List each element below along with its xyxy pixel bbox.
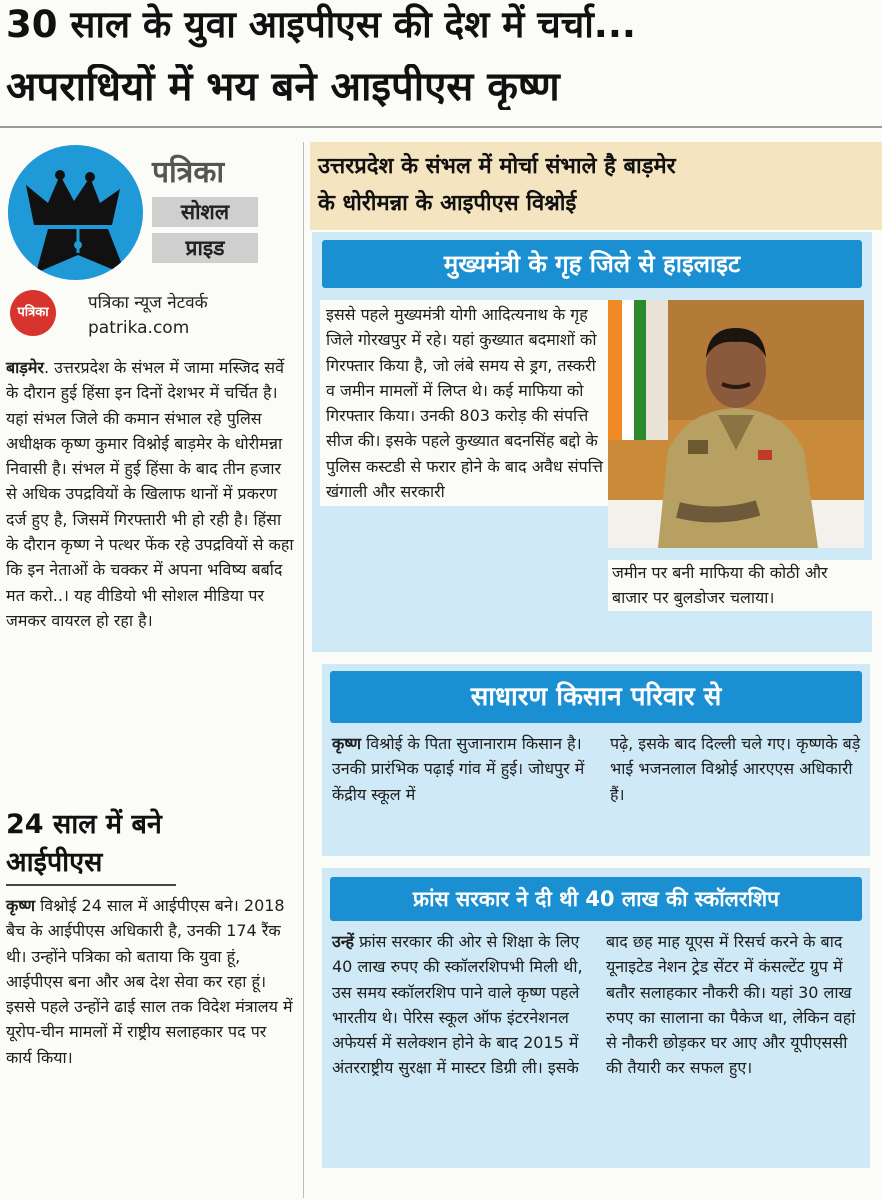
photo-caption: जमीन पर बनी माफिया की कोठी और बाजार पर बुलडोजर चलाया।	[608, 560, 872, 611]
left-body-2	[6, 893, 294, 1070]
deck-line-1: उत्तरप्रदेश के संभल में मोर्चा संभाले है बाड़मेर	[318, 154, 676, 179]
subhead	[6, 806, 294, 882]
left-body-2-lead: कृष्ण	[6, 896, 36, 915]
section-2-right-text: पढ़े, इसके बाद दिल्ली चले गए। कृष्णके बड़े भाई भजनलाल विश्नोई आरएएस अधिकारी हैं।	[610, 734, 861, 804]
left-body	[6, 355, 294, 633]
left-body-text: . उत्तरप्रदेश के संभल में जामा मस्जिद सर्वे के दौरान हुई हिंसा इन दिनों देशभर में चर्चित है। यहां संभल जिले की कमान संभाल रहे पुलिस अधीक्षक कृष्ण कुमार विश्नोई बाड़मेर के धोरीमन्ना निवासी है। संभल में हुई हिंसा के बाद तीन हजार से अधिक उपद्रवियों के खिलाफ थानों में प्रकरण दर्ज हुए है, जिसमें गिरफ्तारी भी हो रही है। हिंसा के दौरान कृष्ण ने पत्थर फेंक रहे उपद्रवियों से कहा कि इन नेताओं के चक्कर में अपना भविष्य बर्बाद मत करो..। यह वीडियो भी सोशल मीडिया पर जमकर वायरल हो रहा है।	[6, 358, 294, 630]
section-2-title: साधारण किसान परिवार से	[330, 671, 862, 723]
headline-line-2: अपराधियों में भय बने आइपीएस कृष्ण	[6, 64, 560, 110]
subhead-line-2: आईपीएस	[6, 847, 103, 878]
brand-tag-social: सोशल	[152, 197, 258, 227]
section-1-title: मुख्यमंत्री के गृह जिले से हाइलाइट	[322, 240, 862, 288]
left-body-2-text: विश्नोई 24 साल में आईपीएस बने। 2018 बैच के आईपीएस अधिकारी है, उनकी 174 रैंक थी। उन्होंने पत्रिका को बताया कि युवा हूं, आईपीएस बना और अब देश सेवा कर रहा हूं। इससे पहले उन्होंने ढाई साल तक विदेश मंत्रालय में यूरोप-चीन मामलों में राष्ट्रीय सलाहकार पद पर कार्य किया।	[6, 896, 293, 1067]
headline-rule	[0, 126, 882, 128]
subhead-rule	[6, 884, 176, 886]
subhead-line-1: 24 साल में बने	[6, 809, 162, 840]
deck	[318, 148, 878, 222]
network-site: patrika.com	[88, 318, 190, 338]
dateline: बाड़मेर	[6, 358, 44, 377]
section-2-left-body: विश्रोई के पिता सुजानाराम किसान है। उनकी प्रारंभिक पढ़ाई गांव में हुई। जोधपुर में केंद्रीय स्कूल में	[332, 734, 585, 804]
crown-pen-nib-icon	[8, 145, 143, 280]
section-3-title: फ्रांस सरकार ने दी थी 40 लाख की स्कॉलरशिप	[330, 877, 862, 921]
headline-line-1: 30 साल के युवा आइपीएस की देश में चर्चा...	[6, 3, 636, 46]
column-divider	[303, 142, 304, 1198]
section-1-body: इससे पहले मुख्यमंत्री योगी आदित्यनाथ के गृह जिले गोरखपुर में रहे। यहां कुख्यात बदमाशों को गिरफ्तार किया है, जो लंबे समय से ड्रग, तस्करी व जमीन मामलों में लिप्त थे। कई माफिया को गिरफ्तार किया। उनकी 803 करोड़ की संपत्ति सीज की। इसके पहले कुख्यात बदनसिंह बद्दो के पुलिस कस्टडी से फरार होने के बाद अवैध संपत्ति खंगाली और सरकारी	[320, 300, 614, 506]
deck-line-2: के धोरीमन्ना के आइपीएस विश्नोई	[318, 191, 577, 216]
section-3-left-body: फ्रांस सरकार की ओर से शिक्षा के लिए 40 लाख रुपए की स्कॉलरशिपभी मिली थी, उस समय स्कॉलरशिप पाने वाले कृष्ण पहले भारतीय थे। पेरिस स्कूल ऑफ इंटरनेशनल अफेयर्स में सलेक्शन होने के बाद 2015 में अंतरराष्ट्रीय सुरक्षा में मास्टर डिग्री ली। इसके	[332, 932, 583, 1078]
section-2-left-text	[332, 731, 586, 807]
officer-photo	[608, 300, 864, 548]
brand-tag-pride: प्राइड	[152, 233, 258, 263]
brand-name: पत्रिका	[152, 155, 225, 190]
section-3-lead: उन्हें	[332, 932, 355, 951]
section-3-left-text	[332, 929, 584, 1081]
network-name: पत्रिका न्यूज नेटवर्क	[88, 293, 208, 313]
section-2-lead: कृष्ण	[332, 734, 362, 753]
section-3-right-text: बाद छह माह यूएस में रिसर्च करने के बाद यूनाइटेड नेशन ट्रेड सेंटर में कंसल्टेंट ग्रुप में बतौर सलाहकार नौकरी की। यहां 30 लाख रुपए का सालाना का पैकेज था, लेकिन वहां से नौकरी छोड़कर घर आए और यूपीएससी की तैयारी कर सफल हुए।	[606, 932, 856, 1078]
patrika-badge: पत्रिका	[10, 290, 56, 336]
